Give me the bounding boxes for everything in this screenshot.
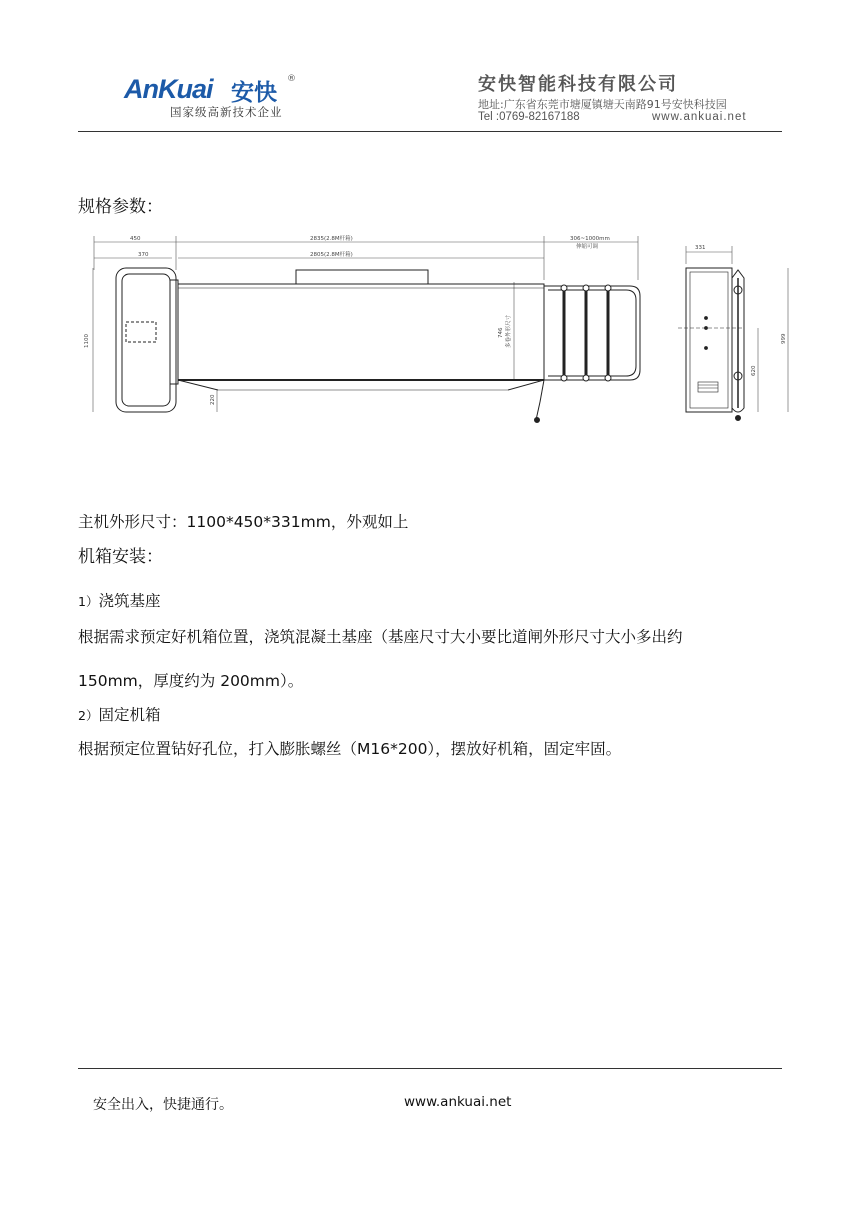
step1-title (78, 589, 160, 611)
folding-fence (535, 285, 641, 423)
dim-999: 999 (781, 333, 787, 344)
dim-extend: 306~1000mm (570, 236, 610, 242)
dim-2805: 2805(2.8M杆箱) (310, 252, 353, 258)
logo-chinese: 安快 (231, 80, 277, 106)
company-address: 地址:广东省东莞市塘厦镇塘天南路91号安快科技园 (478, 98, 727, 111)
dim-331: 331 (695, 245, 706, 251)
footer-website[interactable]: www.ankuai.net (404, 1094, 512, 1110)
dim-746-note: 多卷外形尺寸 (506, 314, 512, 348)
technical-drawing (78, 230, 808, 430)
footer-divider (78, 1068, 782, 1069)
dim-620: 620 (751, 365, 757, 376)
dim-2835: 2835(2.8M杆箱) (310, 236, 353, 242)
step1-body-line2: 150mm，厚度约为 200mm）。 (78, 672, 304, 690)
company-website: www.ankuai.net (652, 111, 747, 123)
dim-extend-note: 伸缩可调 (576, 244, 599, 250)
boom-arm (178, 270, 544, 390)
company-tel: Tel :0769-82167188 (478, 111, 580, 123)
dim-746: 746 (498, 327, 504, 338)
spec-heading: 规格参数： (78, 197, 163, 217)
step2-number: 2） (78, 708, 99, 723)
footer-slogan: 安全出入，快捷通行。 (93, 1097, 233, 1113)
cabinet-front (116, 268, 178, 412)
registered-mark: ® (287, 74, 296, 84)
cabinet-side (678, 268, 744, 421)
dim-1100: 1100 (84, 334, 90, 348)
dim-370: 370 (138, 252, 149, 258)
top-dimension-lines (93, 236, 788, 412)
company-name: 安快智能科技有限公司 (478, 74, 678, 95)
install-heading: 机箱安装： (78, 547, 163, 567)
logo-tagline: 国家级高新技术企业 (170, 105, 283, 119)
dimensions-line: 主机外形尺寸：1100*450*331mm，外观如上 (78, 513, 409, 531)
dim-450: 450 (130, 236, 141, 242)
step1-number: 1） (78, 594, 99, 609)
step2-body: 根据预定位置钻好孔位，打入膨胀螺丝（M16*200），摆放好机箱，固定牢固。 (78, 740, 622, 758)
step2-title (78, 703, 160, 725)
dim-220: 220 (210, 394, 216, 405)
step1-title-text: 浇筑基座 (98, 592, 161, 610)
step1-body-line1: 根据需求预定好机箱位置，浇筑混凝土基座（基座尺寸大小要比道闸外形尺寸大小多出约 (78, 628, 683, 646)
logo-latin: AnKuai (124, 74, 213, 104)
step2-title-text: 固定机箱 (98, 706, 161, 724)
header-divider (78, 131, 782, 132)
